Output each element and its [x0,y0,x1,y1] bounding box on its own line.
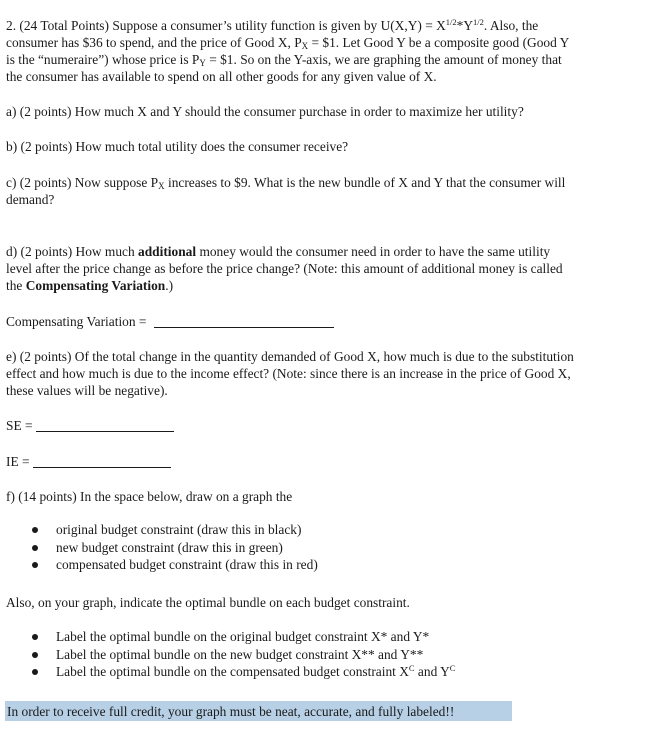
part-c-line-1: c) (2 points) Now suppose $P_X$ increases to $9. What is the new bundle of X and Y that the consumer will [6,175,566,191]
credit-note: In order to receive full credit, your graph must be neat, accurate, and fully labeled!! [7,704,455,719]
intro-line-2: consumer has $36 to spend, and the price of Good X, $P_X$ = $1. Let Good Y be a composite good (Good Y [6,35,570,51]
se-answer-row [6,417,654,434]
ie-answer-row [6,453,654,470]
se-label: SE = [6,418,36,433]
bullet-icon [32,669,38,675]
cv-answer-blank[interactable] [154,315,334,328]
also-instruction: Also, on your graph, indicate the optimal bundle on each budget constraint. [6,595,410,610]
part-d-line-3: the Compensating Variation.) [6,278,174,293]
part-e [6,348,654,399]
part-c-line-2: demand? [6,192,55,207]
part-d [6,243,654,294]
bullet-icon [32,545,38,551]
part-d-line-2: level after the price change as before the price change? (Note: this amount of additional money is called [6,261,563,276]
bullet-icon [32,634,38,640]
intro-line-4: the consumer has available to spend on all other goods for any given value of X. [6,69,437,84]
cv-label: Compensating Variation = [6,314,150,329]
part-a: a) (2 points) How much X and Y should the consumer purchase in order to maximize her utility? [6,104,524,119]
cv-answer-row [6,313,654,330]
part-b: b) (2 points) How much total utility does the consumer receive? [6,139,349,154]
list-item: new budget constraint (draw this in green) [0,539,660,557]
list-item: original budget constraint (draw this in black) [0,521,660,539]
part-f: f) (14 points) In the space below, draw on a graph the [6,489,293,504]
intro-line-1: 2. (24 Total Points) Suppose a consumer’s utility function is given by $U(X,Y) = X^{1/2}*Y^{1/2}$. Also, the [6,17,539,33]
part-c [6,174,654,208]
draw-items-list [0,521,660,574]
se-answer-blank[interactable] [36,419,174,432]
part-e-line-1: e) (2 points) Of the total change in the quantity demanded of Good X, how much is due to the substitution [6,349,574,364]
ie-answer-blank[interactable] [33,455,171,468]
list-item: Label the optimal bundle on the new budget constraint X** and Y** [0,646,660,664]
bullet-icon [32,527,38,533]
part-e-line-3: these values will be negative). [6,383,168,398]
ie-label: IE = [6,454,33,469]
part-e-line-2: effect and how much is due to the income effect? (Note: since there is an increase in the price of Good X, [6,366,571,381]
bullet-icon [32,562,38,568]
list-item: compensated budget constraint (draw this in red) [0,556,660,574]
intro-line-3: is the “numeraire”) whose price is $P_Y$ = $1. So on the Y-axis, we are graphing the amount of money that [6,52,562,68]
list-item: Label the optimal bundle on the compensated budget constraint $X^C$ and $Y^C$ [0,663,660,681]
part-d-line-1: d) (2 points) How much additional money would the consumer need in order to have the same utility [6,244,551,259]
list-item: Label the optimal bundle on the original budget constraint X* and Y* [0,628,660,646]
bullet-icon [32,652,38,658]
question-2-intro [6,17,654,85]
label-items-list [0,628,660,681]
